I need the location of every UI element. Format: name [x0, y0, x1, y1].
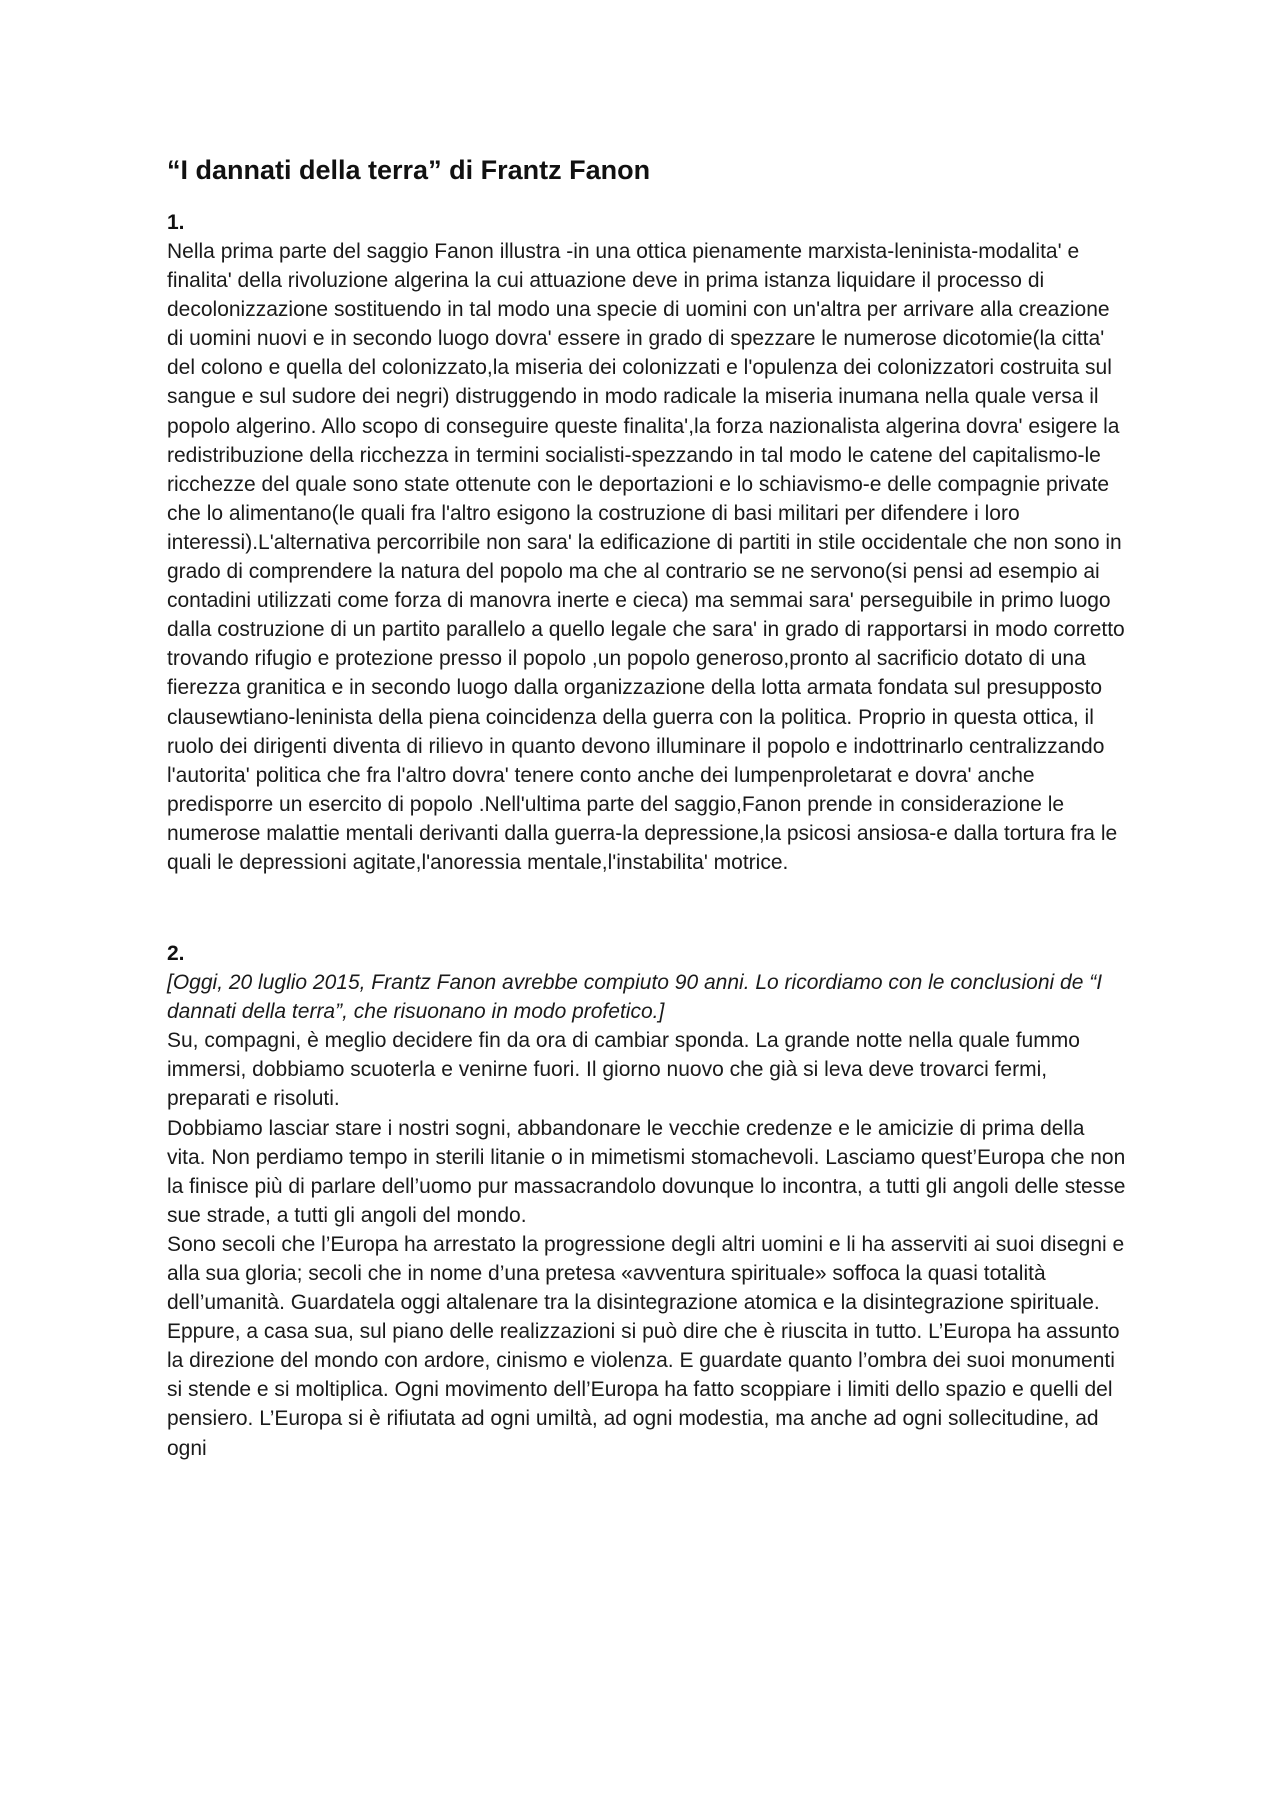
section-2-intro: [Oggi, 20 luglio 2015, Frantz Fanon avrebbe compiuto 90 anni. Lo ricordiamo con le conclusioni de “I dannati della terra”, che risuonano in modo profetico.]	[167, 971, 1103, 1024]
document-title: “I dannati della terra” di Frantz Fanon	[167, 155, 651, 185]
section-2-paragraph-3: Sono secoli che l’Europa ha arrestato la progressione degli altri uomini e li ha asserviti ai suoi disegni e alla sua gloria; secoli che in nome d’una pretesa «avventura spirituale» soffoca la quasi totalità dell’umanità. Guardatela oggi altalenare tra la disintegrazione atomica e la disintegrazione spirituale.	[167, 1232, 1125, 1315]
section-2-number: 2.	[167, 942, 185, 966]
section-2-paragraph-2: Dobbiamo lasciar stare i nostri sogni, abbandonare le vecchie credenze e le amicizie di prima della vita. Non perdiamo tempo in sterili litanie o in mimetismi stomachevoli. Lasciamo quest’Europa che non la finisce più di parlare dell’uomo pur massacrandolo dovunque lo incontra, a tutti gli angoli delle stesse sue strade, a tutti gli angoli del mondo.	[167, 1116, 1126, 1227]
section-spacer	[167, 877, 1127, 939]
section-1-paragraph: Nella prima parte del saggio Fanon illustra -in una ottica pienamente marxista-leninista-modalita' e finalita' della rivoluzione algerina la cui attuazione deve in prima istanza liquidare il processo di decolonizzazione sostituendo in tal modo una specie di uomini con un'altra per arrivare alla creazione di uomini nuovi e in secondo luogo dovra' essere in grado di spezzare le numerose dicotomie(la citta' del colono e quella del colonizzato,la miseria dei colonizzati e l'opulenza dei colonizzatori costruita sul sangue e sul sudore dei negri) distruggendo in modo radicale la miseria inumana nella quale versa il popolo algerino. Allo scopo di conseguire queste finalita',la forza nazionalista algerina dovra' esigere la redistribuzione della ricchezza in termini socialisti-spezzando in tal modo le catene del capitalismo-le ricchezze del quale sono state ottenute con le deportazioni e lo schiavismo-e delle compagnie private che lo alimentano(le quali fra l'altro esigono la costruzione di basi militari per difendere i loro interessi).L'alternativa percorribile non sara' la edificazione di partiti in stile occidentale che non sono in grado di comprendere la natura del popolo ma che al contrario se ne servono(si pensi ad esempio ai contadini utilizzati come forza di manovra inerte e cieca) ma semmai sara' perseguibile in primo luogo dalla costruzione di un partito parallelo a quello legale che sara' in grado di rapportarsi in modo corretto trovando rifugio e protezione presso il popolo ,un popolo generoso,pronto al sacrificio dotato di una fierezza granitica e in secondo luogo dalla organizzazione della lotta armata fondata sul presupposto clausewtiano-leninista della piena coincidenza della guerra con la politica. Proprio in questa ottica, il ruolo dei dirigenti diventa di rilievo in quanto devono illuminare il popolo e indottrinarlo centralizzando l'autorita' politica che fra l'altro dovra' tenere conto anche dei lumpenproletarat e dovra' anche predisporre un esercito di popolo .Nell'ultima parte del saggio,Fanon prende in considerazione le numerose malattie mentali derivanti dalla guerra-la depressione,la psicosi ansiosa-e dalla tortura fra le quali le depressioni agitate,l'anoressia mentale,l'instabilita' motrice.	[167, 240, 1125, 874]
section-1-number: 1.	[167, 211, 185, 234]
section-2-paragraph-4: Eppure, a casa sua, sul piano delle realizzazioni si può dire che è riuscita in tutto. L’Europa ha assunto la direzione del mondo con ardore, cinismo e violenza. E guardate quanto l’ombra dei suoi monumenti si stende e si moltiplica. Ogni movimento dell’Europa ha fatto scoppiare i limiti dello spazio e quelli del pensiero. L’Europa si è rifiutata ad ogni umiltà, ad ogni modestia, ma anche ad ogni sollecitudine, ad ogni	[167, 1320, 1120, 1460]
document-body	[167, 152, 1127, 1463]
section-2-paragraph-1: Su, compagni, è meglio decidere fin da ora di cambiar sponda. La grande notte nella quale fummo immersi, dobbiamo scuoterla e venirne fuori. Il giorno nuovo che già si leva deve trovarci fermi, preparati e risoluti.	[167, 1029, 1080, 1111]
